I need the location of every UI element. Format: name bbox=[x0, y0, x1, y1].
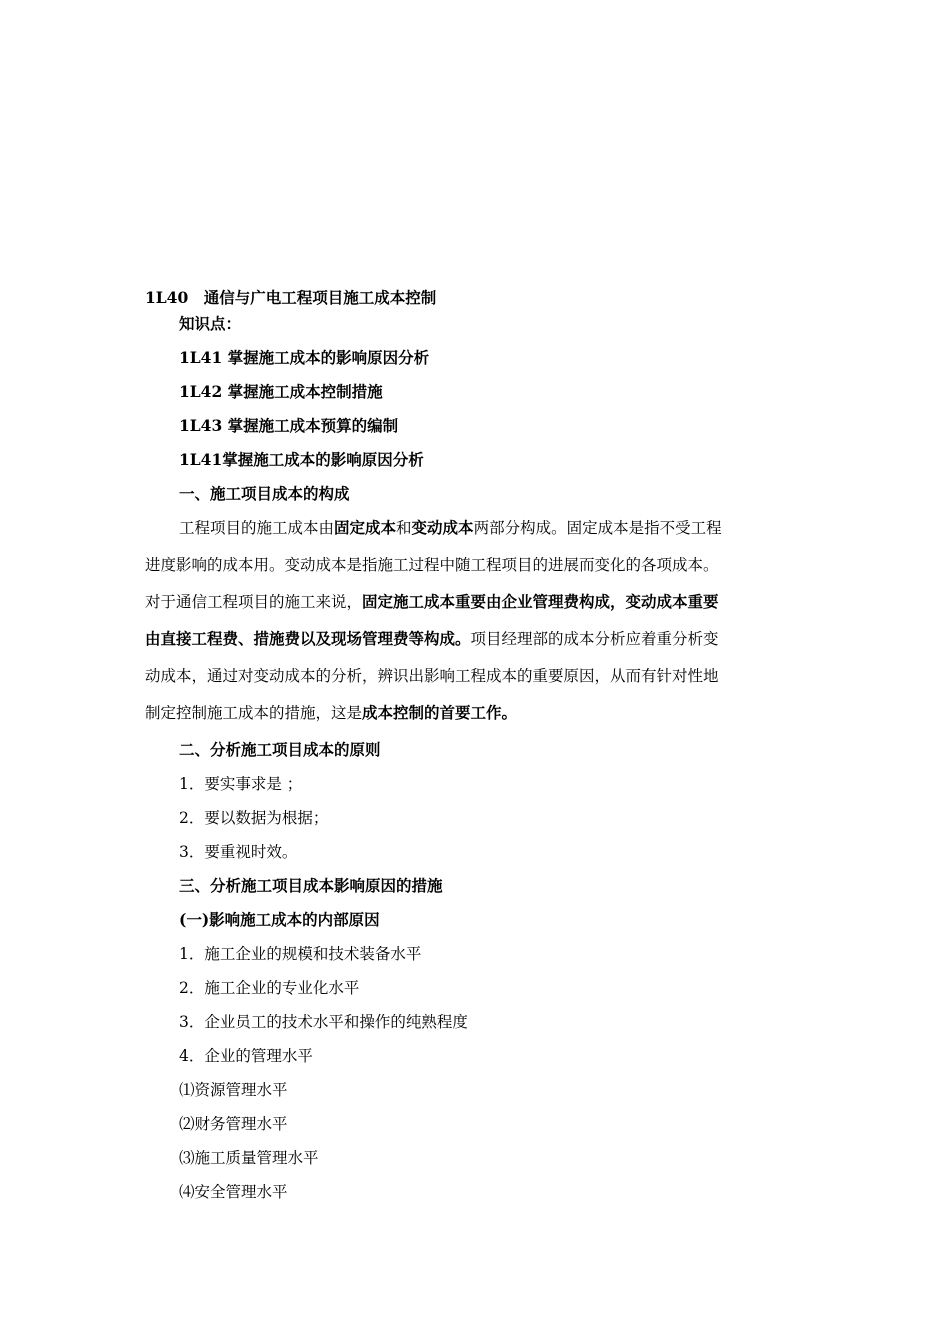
paragraph-line: 工程项目的施工成本由固定成本和变动成本两部分构成。固定成本是指不受工程 bbox=[179, 518, 722, 537]
principle-item: 3．要重视时效。 bbox=[179, 843, 298, 861]
section-heading: 1L41掌握施工成本的影响原因分析 bbox=[179, 450, 424, 469]
emphasis-text: 由直接工程费、措施费以及现场管理费等构成。 bbox=[145, 629, 471, 648]
document-body bbox=[145, 286, 800, 1214]
document-title: 1L40 通信与广电工程项目施工成本控制 bbox=[145, 288, 437, 307]
management-item: ⑵财务管理水平 bbox=[179, 1115, 288, 1133]
heading-composition: 一、施工项目成本的构成 bbox=[179, 484, 350, 503]
management-item: ⑶施工质量管理水平 bbox=[179, 1149, 319, 1167]
term-fixed-cost: 固定成本 bbox=[334, 518, 397, 537]
knowledge-label: 知识点： bbox=[179, 314, 242, 333]
knowledge-point: 1L42 掌握施工成本控制措施 bbox=[179, 382, 383, 401]
internal-factor-item: 4．企业的管理水平 bbox=[179, 1047, 313, 1065]
management-item: ⑴资源管理水平 bbox=[179, 1081, 288, 1099]
paragraph-line: 对于通信工程项目的施工来说，固定施工成本重要由企业管理费构成，变动成本重要 bbox=[145, 592, 719, 611]
management-item: ⑷安全管理水平 bbox=[179, 1183, 288, 1201]
composition-paragraph bbox=[145, 516, 800, 738]
paragraph-line: 由直接工程费、措施费以及现场管理费等构成。项目经理部的成本分析应着重分析变 bbox=[145, 629, 719, 648]
subheading-internal-factors: (一)影响施工成本的内部原因 bbox=[179, 910, 380, 929]
knowledge-point: 1L43 掌握施工成本预算的编制 bbox=[179, 416, 399, 435]
heading-measures: 三、分析施工项目成本影响原因的措施 bbox=[179, 876, 443, 895]
paragraph-line: 制定控制施工成本的措施，这是成本控制的首要工作。 bbox=[145, 703, 518, 722]
emphasis-text: 固定施工成本重要由企业管理费构成，变动成本重要 bbox=[362, 592, 719, 611]
paragraph-line: 动成本，通过对变动成本的分析，辨识出影响工程成本的重要原因，从而有针对性地 bbox=[145, 667, 719, 685]
internal-factor-item: 2．施工企业的专业化水平 bbox=[179, 979, 360, 997]
principle-item: 2．要以数据为根据； bbox=[179, 809, 329, 827]
term-variable-cost: 变动成本 bbox=[411, 518, 474, 537]
principle-item: 1．要实事求是 ； bbox=[179, 775, 303, 793]
emphasis-text: 成本控制的首要工作。 bbox=[362, 703, 518, 722]
internal-factor-item: 3．企业员工的技术水平和操作的纯熟程度 bbox=[179, 1013, 468, 1031]
paragraph-line: 进度影响的成本用。变动成本是指施工过程中随工程项目的进展而变化的各项成本。 bbox=[145, 556, 719, 574]
knowledge-point: 1L41 掌握施工成本的影响原因分析 bbox=[179, 348, 430, 367]
internal-factor-item: 1．施工企业的规模和技术装备水平 bbox=[179, 945, 422, 963]
heading-principles: 二、分析施工项目成本的原则 bbox=[179, 740, 381, 759]
